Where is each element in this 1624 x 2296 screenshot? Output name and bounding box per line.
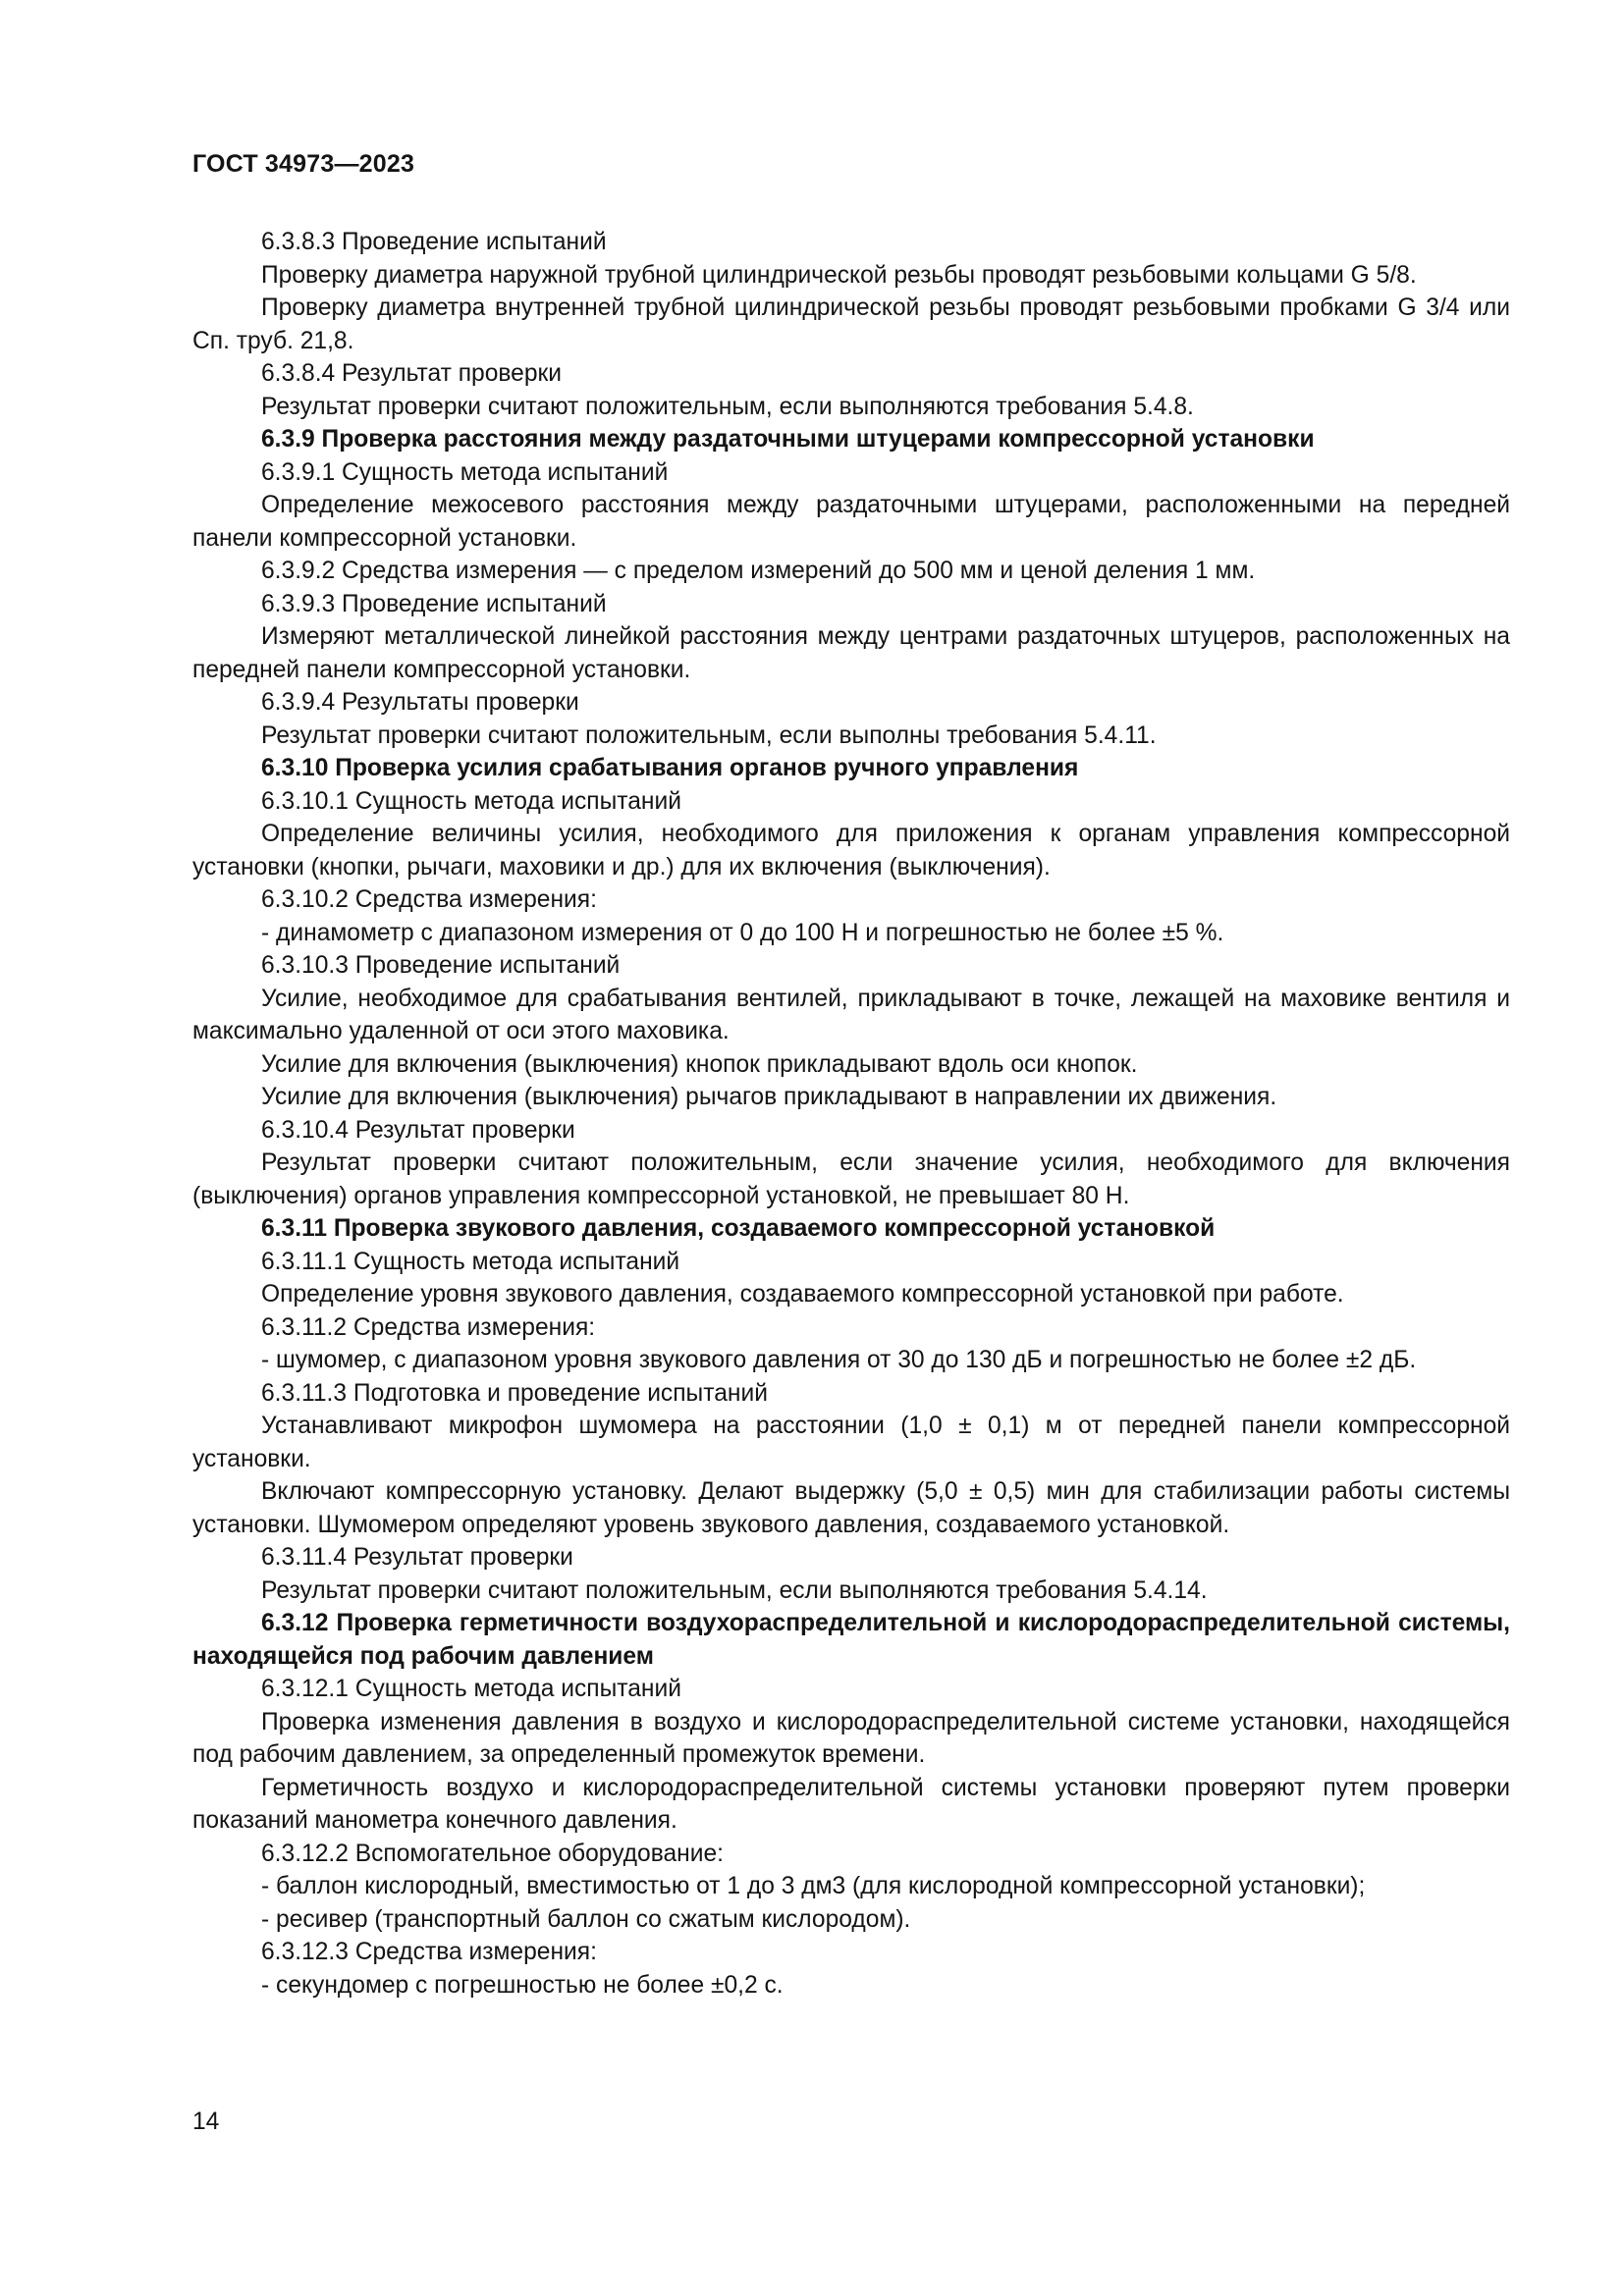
document-body: [192, 226, 1510, 2002]
paragraph: Усилие, необходимое для срабатывания вентилей, прикладывают в точке, лежащей на маховике вентиля и максимально удаленной от оси этого маховика.: [192, 985, 1510, 1044]
list-item: - шумомер, с диапазоном уровня звукового давления от 30 до 130 дБ и погрешностью не более ±2 дБ.: [261, 1347, 1417, 1373]
paragraph: 6.3.10.2 Средства измерения:: [261, 886, 597, 913]
section-heading: 6.3.10 Проверка усилия срабатывания органов ручного управления: [261, 755, 1079, 781]
paragraph: Определение межосевого расстояния между раздаточными штуцерами, расположенными на передней панели компрессорной установки.: [192, 492, 1510, 552]
paragraph: 6.3.10.4 Результат проверки: [261, 1116, 575, 1144]
paragraph: Результат проверки считают положительным, если выполны требования 5.4.11.: [261, 721, 1157, 749]
paragraph: 6.3.12.1 Сущность метода испытаний: [261, 1676, 681, 1702]
paragraph: 6.3.10.1 Сущность метода испытаний: [261, 787, 681, 815]
list-item: - баллон кислородный, вместимостью от 1 до 3 дм3 (для кислородной компрессорной установки);: [261, 1873, 1366, 1899]
section-heading: 6.3.11 Проверка звукового давления, создаваемого компрессорной установкой: [261, 1215, 1216, 1242]
list-item: - ресивер (транспортный баллон со сжатым кислородом).: [261, 1905, 911, 1933]
paragraph: 6.3.8.4 Результат проверки: [261, 360, 563, 387]
paragraph: 6.3.11.4 Результат проверки: [261, 1544, 573, 1571]
paragraph: 6.3.9.2 Средства измерения — с пределом измерений до 500 мм и ценой деления 1 мм.: [261, 558, 1256, 584]
paragraph: Включают компрессорную установку. Делают выдержку (5,0 ± 0,5) мин для стабилизации работы системы установки. Шумомером определяют уровень звукового давления, создаваемого установкой.: [192, 1478, 1510, 1538]
paragraph: Усилие для включения (выключения) рычагов прикладывают в направлении их движения.: [261, 1084, 1277, 1110]
paragraph: Измеряют металлической линейкой расстояния между центрами раздаточных штуцеров, расположенных на передней панели компрессорной установки.: [192, 623, 1510, 683]
paragraph: Результат проверки считают положительным, если выполняются требования 5.4.8.: [261, 393, 1194, 420]
paragraph: 6.3.11.1 Сущность метода испытаний: [261, 1248, 680, 1275]
section-heading: 6.3.12 Проверка герметичности воздухораспределительной и кислородораспределительной системы, находящейся под рабочим давлением: [192, 1610, 1510, 1670]
paragraph: 6.3.11.2 Средства измерения:: [261, 1313, 596, 1341]
paragraph: 6.3.9.4 Результаты проверки: [261, 689, 579, 716]
paragraph: Проверку диаметра внутренней трубной цилиндрической резьбы проводят резьбовыми пробками G 3/4 или Сп. труб. 21,8.: [192, 294, 1510, 354]
paragraph: Определение уровня звукового давления, создаваемого компрессорной установкой при работе.: [261, 1281, 1344, 1308]
page-number: 14: [192, 2109, 220, 2135]
paragraph: Устанавливают микрофон шумомера на расстоянии (1,0 ± 0,1) м от передней панели компрессорной установки.: [192, 1413, 1510, 1472]
paragraph: 6.3.9.1 Сущность метода испытаний: [261, 458, 669, 486]
paragraph: Проверку диаметра наружной трубной цилиндрической резьбы проводят резьбовыми кольцами G 5/8.: [261, 261, 1417, 289]
paragraph: 6.3.10.3 Проведение испытаний: [261, 952, 621, 979]
paragraph: Усилие для включения (выключения) кнопок прикладывают вдоль оси кнопок.: [261, 1050, 1138, 1078]
section-heading: 6.3.9 Проверка расстояния между раздаточными штуцерами компрессорной установки: [261, 426, 1315, 453]
document-header: ГОСТ 34973—2023: [192, 150, 415, 178]
list-item: - динамометр с диапазоном измерения от 0 до 100 Н и погрешностью не более ±5 %.: [261, 919, 1224, 946]
paragraph: Результат проверки считают положительным, если выполняются требования 5.4.14.: [261, 1576, 1208, 1604]
paragraph: 6.3.9.3 Проведение испытаний: [261, 590, 607, 617]
list-item: - секундомер с погрешностью не более ±0,2 с.: [261, 1971, 784, 1999]
paragraph: 6.3.8.3 Проведение испытаний: [261, 229, 607, 255]
paragraph: 6.3.12.2 Вспомогательное оборудование:: [261, 1840, 725, 1867]
paragraph: 6.3.11.3 Подготовка и проведение испытаний: [261, 1379, 768, 1407]
paragraph: Результат проверки считают положительным, если значение усилия, необходимого для включения (выключения) органов управления компрессорной установкой, не превышает 80 Н.: [192, 1149, 1510, 1209]
paragraph: Определение величины усилия, необходимого для приложения к органам управления компрессорной установки (кнопки, рычаги, маховики и др.) для их включения (выключения).: [192, 821, 1510, 881]
paragraph: Герметичность воздухо и кислородораспределительной системы установки проверяют путем проверки показаний манометра конечного давления.: [192, 1774, 1510, 1834]
paragraph: Проверка изменения давления в воздухо и кислородораспределительной системе установки, находящейся под рабочим давлением, за определенный промежуток времени.: [192, 1708, 1510, 1768]
paragraph: 6.3.12.3 Средства измерения:: [261, 1939, 597, 1965]
